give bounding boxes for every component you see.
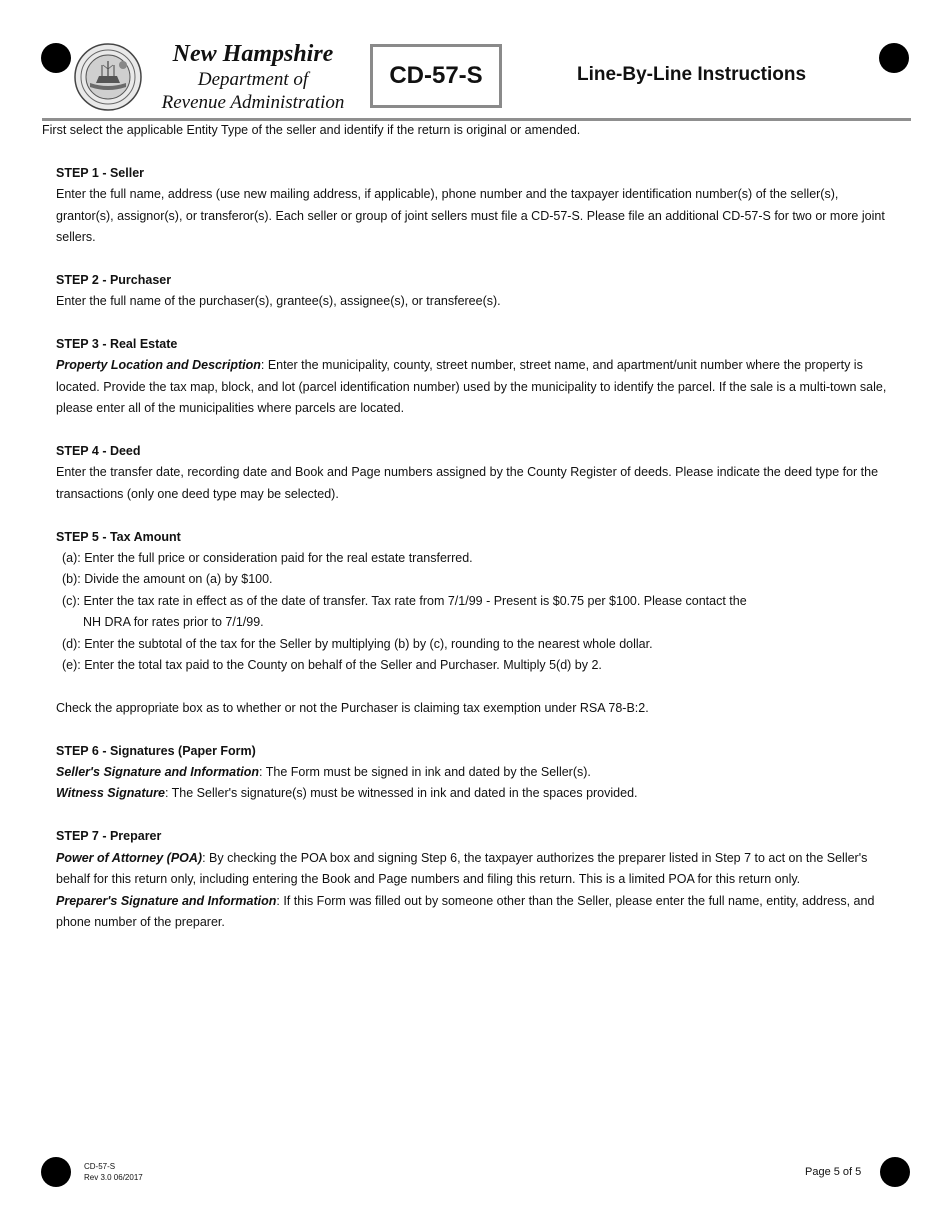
step-5-line-c-continued: NH DRA for rates prior to 7/1/99. (83, 615, 264, 630)
step-3-text (56, 355, 898, 419)
step-5-line-b: (b): Divide the amount on (a) by $100. (62, 572, 273, 587)
step-7-preparer-body: : If this Form was filled out by someone other than the Seller, please enter the full name, entity, address, and phone number of the preparer. (56, 893, 875, 929)
step-6-heading: STEP 6 - Signatures (Paper Form) (56, 743, 256, 758)
registration-mark-top-left (41, 43, 71, 73)
step-7-preparer-lead: Preparer's Signature and Information (56, 893, 277, 908)
registration-mark-bottom-left (41, 1157, 71, 1187)
step-5-line-d: (d): Enter the subtotal of the tax for the Seller by multiplying (b) by (c), rounding to the nearest whole dollar. (62, 636, 653, 651)
intro-text: First select the applicable Entity Type of the seller and identify if the return is original or amended. (42, 123, 581, 137)
footer-form-code: CD-57-S (84, 1162, 116, 1171)
nh-state-seal-icon (74, 43, 142, 111)
footer-form-info (84, 1161, 143, 1183)
step-3-heading: STEP 3 - Real Estate (56, 337, 178, 352)
step-7-poa-text (56, 848, 898, 891)
step-7-preparer-text (56, 891, 898, 934)
step-2-heading: STEP 2 - Purchaser (56, 272, 172, 287)
step-5-line-e: (e): Enter the total tax paid to the County on behalf of the Seller and Purchaser. Multiply 5(d) by 2. (62, 658, 602, 673)
footer-revision: Rev 3.0 06/2017 (84, 1173, 143, 1182)
step-4-text: Enter the transfer date, recording date and Book and Page numbers assigned by the County Register of deeds. Please indicate the deed type for the transactions (only one deed type may be selected). (56, 465, 879, 501)
agency-name (148, 40, 358, 114)
step-5-heading: STEP 5 - Tax Amount (56, 529, 181, 544)
step-5-line-a: (a): Enter the full price or consideration paid for the real estate transferred. (62, 551, 473, 566)
page-number: Page 5 of 5 (805, 1166, 862, 1178)
agency-state: New Hampshire (172, 41, 334, 67)
step-7-heading: STEP 7 - Preparer (56, 829, 162, 844)
step-1-text: Enter the full name, address (use new mailing address, if applicable), phone number and the taxpayer identification number(s) of the seller(s), grantor(s), assignor(s), or transferor(s). Each seller or group of joint sellers must file a CD-57-S. Please file an additional CD-57-S for two or more joint sellers. (56, 187, 885, 245)
form-code-box: CD-57-S (370, 44, 502, 108)
step-2-text: Enter the full name of the purchaser(s), grantee(s), assignee(s), or transferee(s). (56, 294, 501, 309)
step-7-poa-body: : By checking the POA box and signing Step 6, the taxpayer authorizes the preparer listed in Step 7 to act on the Seller's behalf for this return only, including entering the Book and Page numbers and filing this return. This is a limited POA for this return only. (56, 850, 868, 887)
instructions-body (42, 120, 898, 933)
step-5-exemption-note: Check the appropriate box as to whether or not the Purchaser is claiming tax exemption under RSA 78-B:2. (56, 700, 649, 715)
step-4-heading: STEP 4 - Deed (56, 444, 141, 459)
registration-mark-top-right (879, 43, 909, 73)
agency-department: Department of (197, 69, 309, 90)
step-3-lead: Property Location and Description (56, 358, 261, 373)
step-6-seller-body: : The Form must be signed in ink and dated by the Seller(s). (259, 765, 591, 780)
step-1-heading: STEP 1 - Seller (56, 165, 145, 180)
registration-mark-bottom-right (880, 1157, 910, 1187)
document-title: Line-By-Line Instructions (577, 64, 807, 85)
step-7-poa-lead: Power of Attorney (POA) (56, 850, 203, 865)
step-6-witness-text (56, 783, 898, 804)
step-6-witness-body: : The Seller's signature(s) must be witnessed in ink and dated in the spaces provided. (164, 786, 638, 801)
step-5-line-c: (c): Enter the tax rate in effect as of the date of transfer. Tax rate from 7/1/99 - Present is $0.75 per $100. Please contact the (62, 593, 747, 608)
step-6-seller-text (56, 762, 898, 783)
step-6-seller-lead: Seller's Signature and Information (56, 765, 260, 780)
agency-division: Revenue Administration (161, 92, 345, 113)
step-6-witness-lead: Witness Signature (56, 786, 165, 801)
step-3-body: : Enter the municipality, county, street number, street name, and apartment/unit number where the property is located. Provide the tax map, block, and lot (parcel identification number) used by the municipality to identify the parcel. If the sale is a multi-town sale, please enter all of the municipalities where parcels are located. (56, 358, 887, 416)
